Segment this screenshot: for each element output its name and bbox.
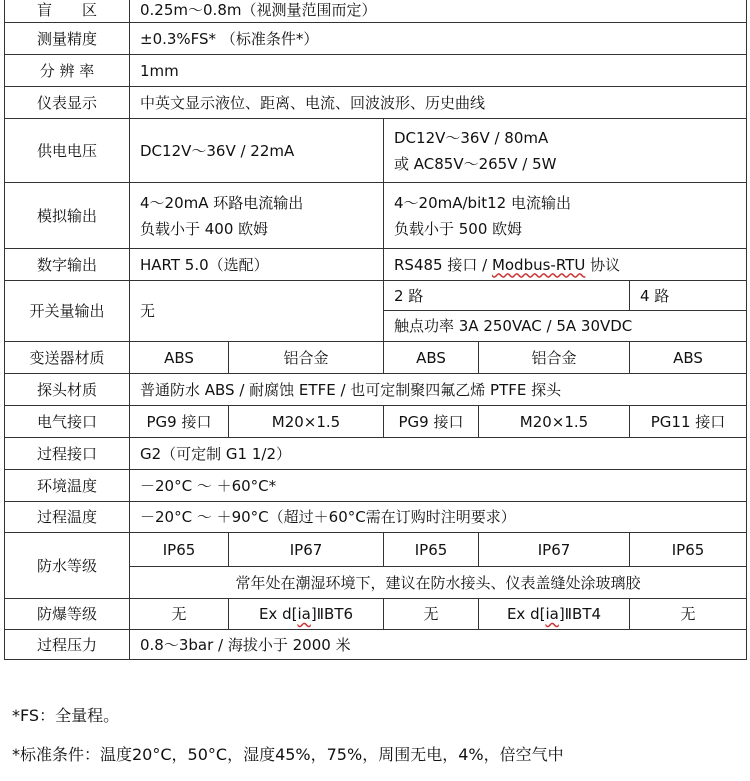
row-analog [5, 183, 747, 249]
analog-basic-line1: 4～20mA 环路电流输出 [140, 193, 304, 212]
value-probe: 普通防水 ABS / 耐腐蚀 ETFE / 也可定制聚四氟乙烯 PTFE 探头 [130, 374, 747, 406]
material-col1: ABS [130, 342, 229, 374]
electric-col1: PG9 接口 [130, 406, 229, 438]
explosion-col4-ia: ia [545, 605, 559, 623]
value-pressure: 0.8～3bar / 海拔小于 2000 米 [130, 630, 747, 660]
row-electric [5, 406, 747, 438]
label-material: 变送器材质 [5, 342, 130, 374]
value-switch-basic: 无 [130, 281, 384, 342]
electric-col2: M20×1.5 [229, 406, 384, 438]
value-blind-zone: 0.25m～0.8m（视测量范围而定） [130, 0, 747, 23]
value-accuracy: ±0.3%FS* （标准条件*） [130, 23, 747, 55]
value-power-basic: DC12V～36V / 22mA [130, 119, 384, 183]
value-display: 中英文显示液位、距离、电流、回波波形、历史曲线 [130, 87, 747, 119]
analog-advanced-line1: 4～20mA/bit12 电流输出 [394, 193, 571, 212]
value-process-connection: G2（可定制 G1 1/2） [130, 438, 747, 470]
material-col2: 铝合金 [229, 342, 384, 374]
power-advanced-line1: DC12V～36V / 80mA [394, 128, 549, 147]
value-switch-2ch: 2 路 [384, 281, 630, 311]
label-digital: 数字输出 [5, 249, 130, 281]
explosion-col5: 无 [630, 599, 747, 630]
explosion-col4-prefix: Ex d[ [506, 605, 546, 623]
waterproof-note: 常年处在潮湿环境下，建议在防水接头、仪表盖缝处涂玻璃胶 [130, 567, 747, 599]
row-material [5, 342, 747, 374]
electric-col4: M20×1.5 [479, 406, 630, 438]
electric-col3: PG9 接口 [384, 406, 479, 438]
value-power-advanced [384, 119, 747, 183]
row-probe [5, 374, 747, 406]
row-proc-temp [5, 502, 747, 533]
value-analog-basic [130, 183, 384, 249]
waterproof-col3: IP65 [384, 533, 479, 567]
label-power: 供电电压 [5, 119, 130, 183]
value-switch-4ch: 4 路 [630, 281, 747, 311]
row-digital [5, 249, 747, 281]
label-proc-temp: 过程温度 [5, 502, 130, 533]
label-display: 仪表显示 [5, 87, 130, 119]
label-accuracy: 测量精度 [5, 23, 130, 55]
value-switch-contact: 触点功率 3A 250VAC / 5A 30VDC [384, 311, 747, 342]
electric-col5: PG11 接口 [630, 406, 747, 438]
value-env-temp: －20°C ～ ＋60°C* [130, 470, 747, 502]
label-blind-zone: 盲 区 [5, 0, 130, 23]
label-resolution: 分 辨 率 [5, 55, 130, 87]
row-pressure [5, 630, 747, 660]
row-display [5, 87, 747, 119]
explosion-col2-suffix: ]ⅡBT6 [310, 605, 354, 623]
material-col5: ABS [630, 342, 747, 374]
explosion-col1: 无 [130, 599, 229, 630]
digital-modbus-text: Modbus-RTU [491, 255, 586, 274]
explosion-col4-suffix: ]ⅡBT4 [558, 605, 602, 623]
analog-advanced-line2: 负载小于 500 欧姆 [394, 219, 523, 238]
row-resolution [5, 55, 747, 87]
label-pressure: 过程压力 [5, 630, 130, 660]
label-probe: 探头材质 [5, 374, 130, 406]
row-process-connection [5, 438, 747, 470]
waterproof-col4: IP67 [479, 533, 630, 567]
footnotes [12, 703, 564, 781]
label-waterproof: 防水等级 [5, 533, 130, 599]
waterproof-col5: IP65 [630, 533, 747, 567]
spec-table [4, 0, 747, 660]
explosion-col3: 无 [384, 599, 479, 630]
row-accuracy [5, 23, 747, 55]
explosion-col2 [229, 599, 384, 630]
power-advanced-line2: 或 AC85V～265V / 5W [394, 154, 557, 173]
digital-rs485-text: RS485 接口 / [394, 255, 492, 274]
row-blind-zone [5, 0, 747, 23]
label-explosion: 防爆等级 [5, 599, 130, 630]
analog-basic-line2: 负载小于 400 欧姆 [140, 219, 269, 238]
explosion-col2-ia: ia [297, 605, 311, 623]
material-col3: ABS [384, 342, 479, 374]
value-analog-advanced [384, 183, 747, 249]
row-waterproof-1 [5, 533, 747, 567]
digital-protocol-text: 协议 [585, 255, 621, 274]
row-env-temp [5, 470, 747, 502]
value-digital-advanced [384, 249, 747, 281]
material-col4: 铝合金 [479, 342, 630, 374]
label-env-temp: 环境温度 [5, 470, 130, 502]
label-switch: 开关量输出 [5, 281, 130, 342]
footnote-standard: *标准条件：温度20°C，50°C，湿度45%，75%，周围无电，4%，倍空气中 [12, 745, 564, 764]
label-electric: 电气接口 [5, 406, 130, 438]
value-proc-temp: －20°C ～ ＋90°C（超过＋60°C需在订购时注明要求） [130, 502, 747, 533]
value-resolution: 1mm [130, 55, 747, 87]
waterproof-col1: IP65 [130, 533, 229, 567]
value-digital-basic: HART 5.0（选配） [130, 249, 384, 281]
explosion-col4 [479, 599, 630, 630]
row-power [5, 119, 747, 183]
footnote-fs: *FS：全量程。 [12, 706, 120, 725]
row-explosion [5, 599, 747, 630]
row-switch-1 [5, 281, 747, 311]
explosion-col2-prefix: Ex d[ [258, 605, 298, 623]
waterproof-col2: IP67 [229, 533, 384, 567]
label-analog: 模拟输出 [5, 183, 130, 249]
label-process-connection: 过程接口 [5, 438, 130, 470]
